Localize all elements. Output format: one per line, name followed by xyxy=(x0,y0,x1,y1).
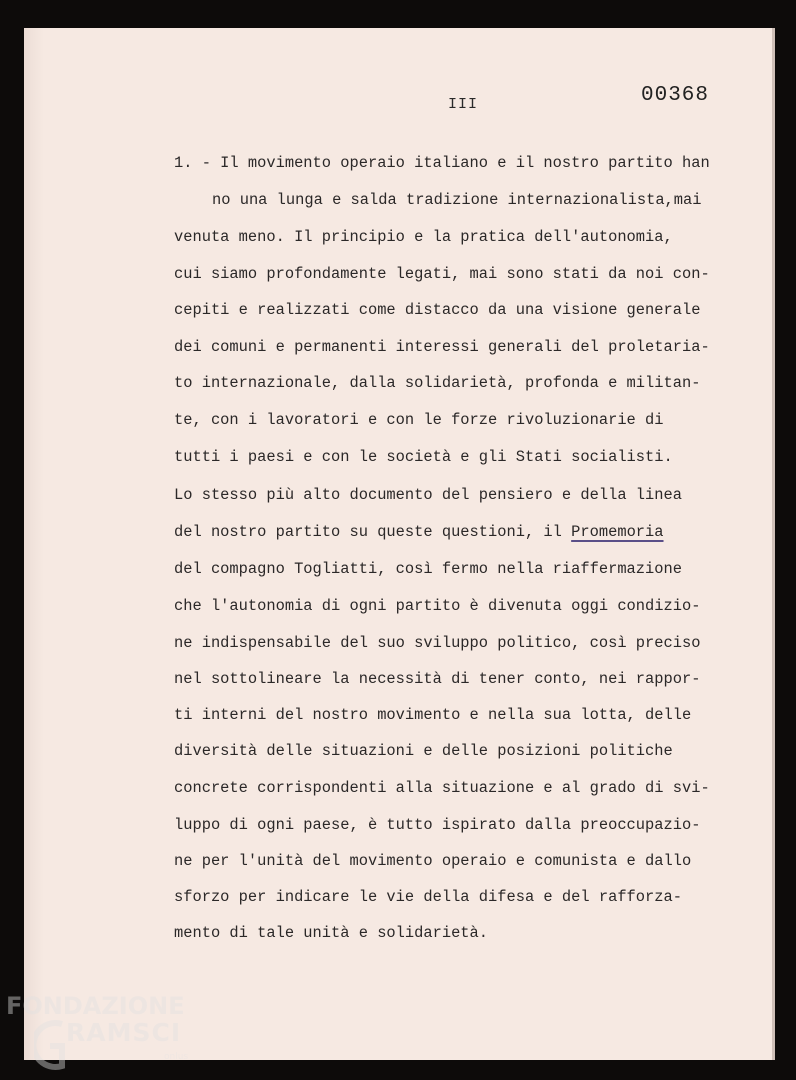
text-line: 1. - Il movimento operaio italiano e il nostro partito han xyxy=(174,154,710,172)
text-line: cepiti e realizzati come distacco da una visione generale xyxy=(174,301,701,319)
text-line: ne indispensabile del suo sviluppo politico, così preciso xyxy=(174,634,701,652)
text-line: luppo di ogni paese, è tutto ispirato dalla preoccupazio- xyxy=(174,816,701,834)
text-line: concrete corrispondenti alla situazione e al grado di svi- xyxy=(174,779,710,797)
document-id-stamp: 00368 xyxy=(641,84,710,107)
text-line: to internazionale, dalla solidarietà, profonda e militan- xyxy=(174,374,701,392)
text-line: cui siamo profondamente legati, mai sono stati da noi con- xyxy=(174,265,710,283)
underlined-term: Promemoria xyxy=(571,523,664,541)
gramsci-g-logo-icon xyxy=(34,1016,66,1072)
text-line: nel sottolineare la necessità di tener conto, nei rappor- xyxy=(174,670,701,688)
watermark-line1: FONDAZIONE xyxy=(6,992,185,1020)
text-line: che l'autonomia di ogni partito è divenuta oggi condizio- xyxy=(174,597,701,615)
text-line: no una lunga e salda tradizione internazionalista,mai xyxy=(212,191,702,209)
text-line-segment: del nostro partito su queste questioni, il xyxy=(174,523,572,541)
page-number: III xyxy=(448,96,479,113)
text-line: venuta meno. Il principio e la pratica dell'autonomia, xyxy=(174,228,673,246)
fondazione-gramsci-watermark xyxy=(6,992,196,1072)
text-line: sforzo per indicare le vie della difesa e del rafforza- xyxy=(174,888,682,906)
watermark-suffix: onlus xyxy=(164,1052,189,1062)
text-line: tutti i paesi e con le società e gli Stati socialisti. xyxy=(174,448,673,466)
text-line-with-underline xyxy=(174,522,664,542)
text-line: te, con i lavoratori e con le forze rivoluzionarie di xyxy=(174,411,664,429)
text-line: Lo stesso più alto documento del pensiero e della linea xyxy=(174,486,682,504)
text-line: ti interni del nostro movimento e nella sua lotta, delle xyxy=(174,706,692,724)
watermark-line2: RAMSCI xyxy=(66,1018,182,1047)
text-line: dei comuni e permanenti interessi generali del proletaria- xyxy=(174,338,710,356)
text-line: diversità delle situazioni e delle posizioni politiche xyxy=(174,742,673,760)
text-line: mento di tale unità e solidarietà. xyxy=(174,924,489,942)
text-line: ne per l'unità del movimento operaio e comunista e dallo xyxy=(174,852,692,870)
text-line: del compagno Togliatti, così fermo nella riaffermazione xyxy=(174,560,682,578)
